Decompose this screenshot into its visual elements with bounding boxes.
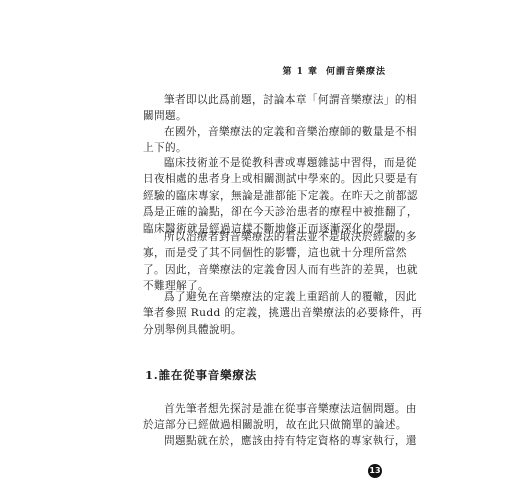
text-line: 爲了避免在音樂療法的定義上重蹈前人的覆轍，因此 (164, 291, 417, 303)
text-line: 首先筆者想先探討是誰在從事音樂療法這個問題。由 (164, 403, 417, 415)
text-line: 分別舉例具體說明。 (143, 323, 242, 336)
text-line: 不難理解了。 (143, 280, 209, 293)
paragraph-4 (143, 229, 418, 295)
paragraph-1 (143, 92, 417, 125)
text-line: 筆者即以此爲前題，討論本章「何謂音樂療法」的相 (164, 94, 417, 106)
text-line: 問題點就在於，應該由持有特定資格的專家執行，還 (164, 435, 417, 447)
text-line: 爲是正確的論點，卻在今天診治患者的療程中被推翻了， (143, 206, 418, 219)
paragraph-2 (143, 124, 417, 157)
text-line: 於這部分已經做過相關說明，故在此只做簡單的論述。 (143, 419, 407, 432)
section-paragraph-2 (143, 433, 417, 449)
text-line: 在國外，音樂療法的定義和音樂治療師的數量是不相 (164, 126, 417, 138)
section-paragraph-1 (143, 401, 417, 434)
text-line: 日夜相處的患者身上或相關測試中學來的。因此只要是有 (143, 173, 418, 186)
section-heading: 1.誰在從事音樂療法 (145, 368, 258, 382)
text-line: 經驗的臨床專家，無論是誰都能下定義。在昨天之前都認 (143, 189, 418, 202)
chapter-title: 何謂音樂療法 (325, 67, 386, 77)
text-line: 關問題。 (143, 110, 187, 123)
text-line: 上下的。 (143, 142, 187, 155)
text-line: 筆者參照 Rudd 的定義，挑選出音樂療法的必要條件，再 (143, 307, 423, 320)
text-line: 臨床醫術就是經過這樣不斷地修正而逐漸深化的學問。 (143, 222, 407, 235)
running-header (282, 64, 386, 77)
text-line: 所以治療者對音樂療法的看法並不是取決於經驗的多 (164, 231, 417, 243)
chapter-label: 第 1 章 (282, 67, 318, 77)
paragraph-5 (143, 289, 423, 338)
text-line: 寡，而是受了其不同個性的影響，這也就十分理所當然 (143, 247, 407, 260)
text-line: 臨床技術並不是從教科書或專題雜誌中習得，而是從 (164, 157, 417, 169)
page-number-badge: 13 (368, 464, 382, 478)
text-line: 了。因此，音樂療法的定義會因人而有些許的差異，也就 (143, 263, 418, 276)
